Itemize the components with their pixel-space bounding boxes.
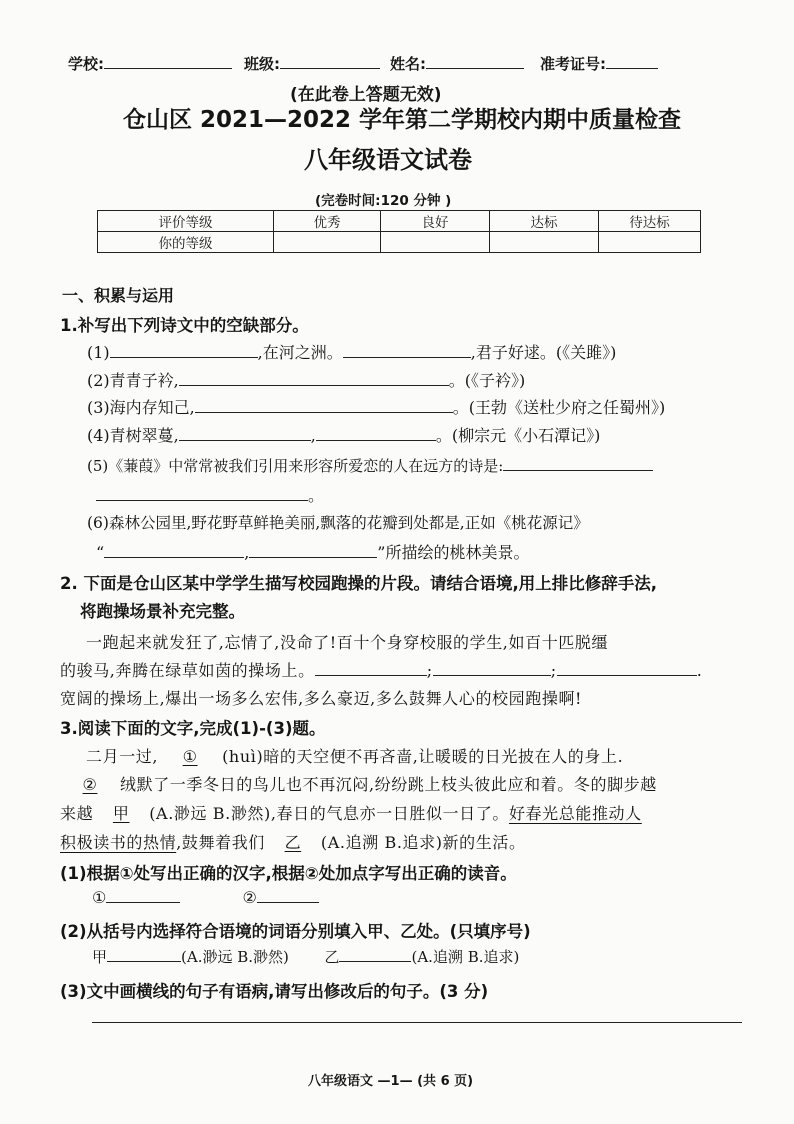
underlined-sentence: 好春光总能推动人 bbox=[508, 804, 642, 823]
answer-blank[interactable] bbox=[249, 543, 377, 558]
answer-blank[interactable] bbox=[316, 426, 436, 441]
name-label: 姓名: bbox=[390, 55, 426, 73]
grade-cell: 你的等级 bbox=[98, 232, 274, 253]
section-heading: 一、积累与运用 bbox=[62, 286, 175, 305]
grade-input-cell[interactable] bbox=[274, 232, 381, 253]
q1-line-6: (6)森林公园里,野花野草鲜艳美丽,飘落的花瓣到处都是,正如《桃花源记》 bbox=[87, 514, 589, 532]
q3-sub-1-answers: ① ② bbox=[92, 888, 319, 907]
grade-table bbox=[97, 210, 701, 253]
blank-jia-marker: 甲 bbox=[112, 804, 130, 823]
grade-cell: 评价等级 bbox=[98, 211, 274, 232]
answer-blank[interactable] bbox=[107, 947, 181, 962]
school-label: 学校: bbox=[68, 55, 104, 73]
answer-blank[interactable] bbox=[195, 398, 453, 413]
q3-sub-3: (3)文中画横线的句子有语病,请写出修改后的句子。(3 分) bbox=[60, 982, 489, 1001]
q3-passage-line-3: 来越 甲 (A.渺远 B.渺然),春日的气息亦一日胜似一日了。好春光总能推动人 bbox=[60, 801, 642, 824]
class-label: 班级: bbox=[244, 55, 280, 73]
answer-blank[interactable] bbox=[110, 343, 258, 358]
grade-cell: 良好 bbox=[381, 211, 490, 232]
q2-passage-line-1: 一跑起来就发狂了,忘情了,没命了!百十个身穿校服的学生,如百十匹脱缰 bbox=[86, 633, 609, 652]
q1-line-5-cont: 。 bbox=[96, 483, 324, 506]
q2-passage-line-2: 的骏马,奔腾在绿草如茵的操场上。 ; ; . bbox=[60, 661, 703, 680]
question-2-stem-cont: 将跑操场景补充完整。 bbox=[80, 602, 245, 621]
school-field bbox=[68, 53, 232, 74]
class-input[interactable] bbox=[280, 54, 380, 69]
name-field bbox=[390, 53, 524, 74]
q1-line-5: (5)《蒹葭》中常常被我们引用来形容所爱恋的人在远方的诗是: bbox=[87, 455, 653, 476]
grade-cell: 达标 bbox=[490, 211, 599, 232]
answer-blank[interactable] bbox=[179, 371, 449, 386]
page-footer: 八年级语文 —1— (共 6 页) bbox=[308, 1074, 474, 1089]
answer-blank[interactable] bbox=[315, 661, 427, 676]
exam-number-field bbox=[540, 53, 658, 74]
answer-blank[interactable] bbox=[557, 661, 697, 676]
blank-yi-marker: 乙 bbox=[284, 833, 302, 852]
question-2-stem: 2. 下面是仓山区某中学学生描写校园跑操的片段。请结合语境,用上排比修辞手法, bbox=[60, 574, 658, 593]
answer-blank[interactable] bbox=[179, 426, 311, 441]
underlined-sentence-cont: 积极读书的热情 bbox=[60, 833, 177, 852]
grade-input-cell[interactable] bbox=[381, 232, 490, 253]
grade-table-row bbox=[98, 232, 701, 253]
blank-2-marker: ② bbox=[82, 775, 98, 794]
answer-blank[interactable] bbox=[433, 661, 551, 676]
question-3-stem: 3.阅读下面的文字,完成(1)-(3)题。 bbox=[60, 719, 326, 738]
q3-passage-line-4: 积极读书的热情,鼓舞着我们 乙 (A.追溯 B.追求)新的生活。 bbox=[60, 830, 526, 853]
answer-blank[interactable] bbox=[96, 486, 308, 501]
q3-passage-line-1: 二月一过, ① (huì)暗的天空便不再吝啬,让暖暖的日光披在人的身上. bbox=[86, 747, 624, 766]
q1-line-1: (1) ,在河之洲。 ,君子好逑。(《关雎》) bbox=[87, 343, 617, 362]
school-input[interactable] bbox=[104, 54, 232, 69]
q3-sub-2: (2)从括号内选择符合语境的词语分别填入甲、乙处。(只填序号) bbox=[60, 922, 531, 941]
grade-input-cell[interactable] bbox=[599, 232, 701, 253]
name-input[interactable] bbox=[426, 54, 524, 69]
exam-title: 仓山区 2021—2022 学年第二学期校内期中质量检查 bbox=[123, 107, 682, 133]
exam-subtitle: 八年级语文试卷 bbox=[304, 146, 472, 174]
q1-line-6-cont: “ , ”所描绘的桃林美景。 bbox=[96, 543, 530, 562]
exam-number-label: 准考证号: bbox=[540, 55, 606, 73]
q1-line-2: (2)青青子衿, 。(《子衿》) bbox=[87, 371, 526, 390]
q2-passage-line-3: 宽阔的操场上,爆出一场多么宏伟,多么豪迈,多么鼓舞人心的校园跑操啊! bbox=[60, 689, 583, 708]
answer-blank[interactable] bbox=[106, 888, 180, 903]
question-1-stem: 1.补写出下列诗文中的空缺部分。 bbox=[60, 316, 309, 335]
invalid-answer-notice: (在此卷上答题无效) bbox=[290, 85, 442, 105]
answer-blank[interactable] bbox=[503, 456, 653, 471]
grade-input-cell[interactable] bbox=[490, 232, 599, 253]
answer-blank[interactable] bbox=[343, 343, 471, 358]
time-note: (完卷时间:120 分钟 ) bbox=[315, 193, 452, 209]
q3-passage-line-2: ② 绒默了一季冬日的鸟儿也不再沉闷,纷纷跳上枝头彼此应和着。冬的脚步越 bbox=[60, 772, 657, 795]
q3-sub-1: (1)根据①处写出正确的汉字,根据②处加点字写出正确的读音。 bbox=[60, 864, 517, 883]
grade-table-header-row bbox=[98, 211, 701, 232]
exam-number-input[interactable] bbox=[606, 54, 658, 69]
class-field bbox=[244, 53, 380, 74]
answer-blank[interactable] bbox=[257, 888, 319, 903]
answer-line[interactable] bbox=[92, 1022, 742, 1023]
q1-line-3: (3)海内存知己, 。(王勃《送杜少府之任蜀州》) bbox=[87, 398, 666, 417]
answer-blank[interactable] bbox=[339, 947, 411, 962]
grade-cell: 优秀 bbox=[274, 211, 381, 232]
grade-cell: 待达标 bbox=[599, 211, 701, 232]
q3-sub-2-answers: 甲 (A.渺远 B.渺然) 乙 (A.追溯 B.追求) bbox=[92, 948, 520, 966]
answer-blank[interactable] bbox=[104, 543, 244, 558]
q1-line-4: (4)青树翠蔓, , 。(柳宗元《小石潭记》) bbox=[87, 426, 601, 445]
blank-1-marker: ① bbox=[182, 747, 198, 766]
